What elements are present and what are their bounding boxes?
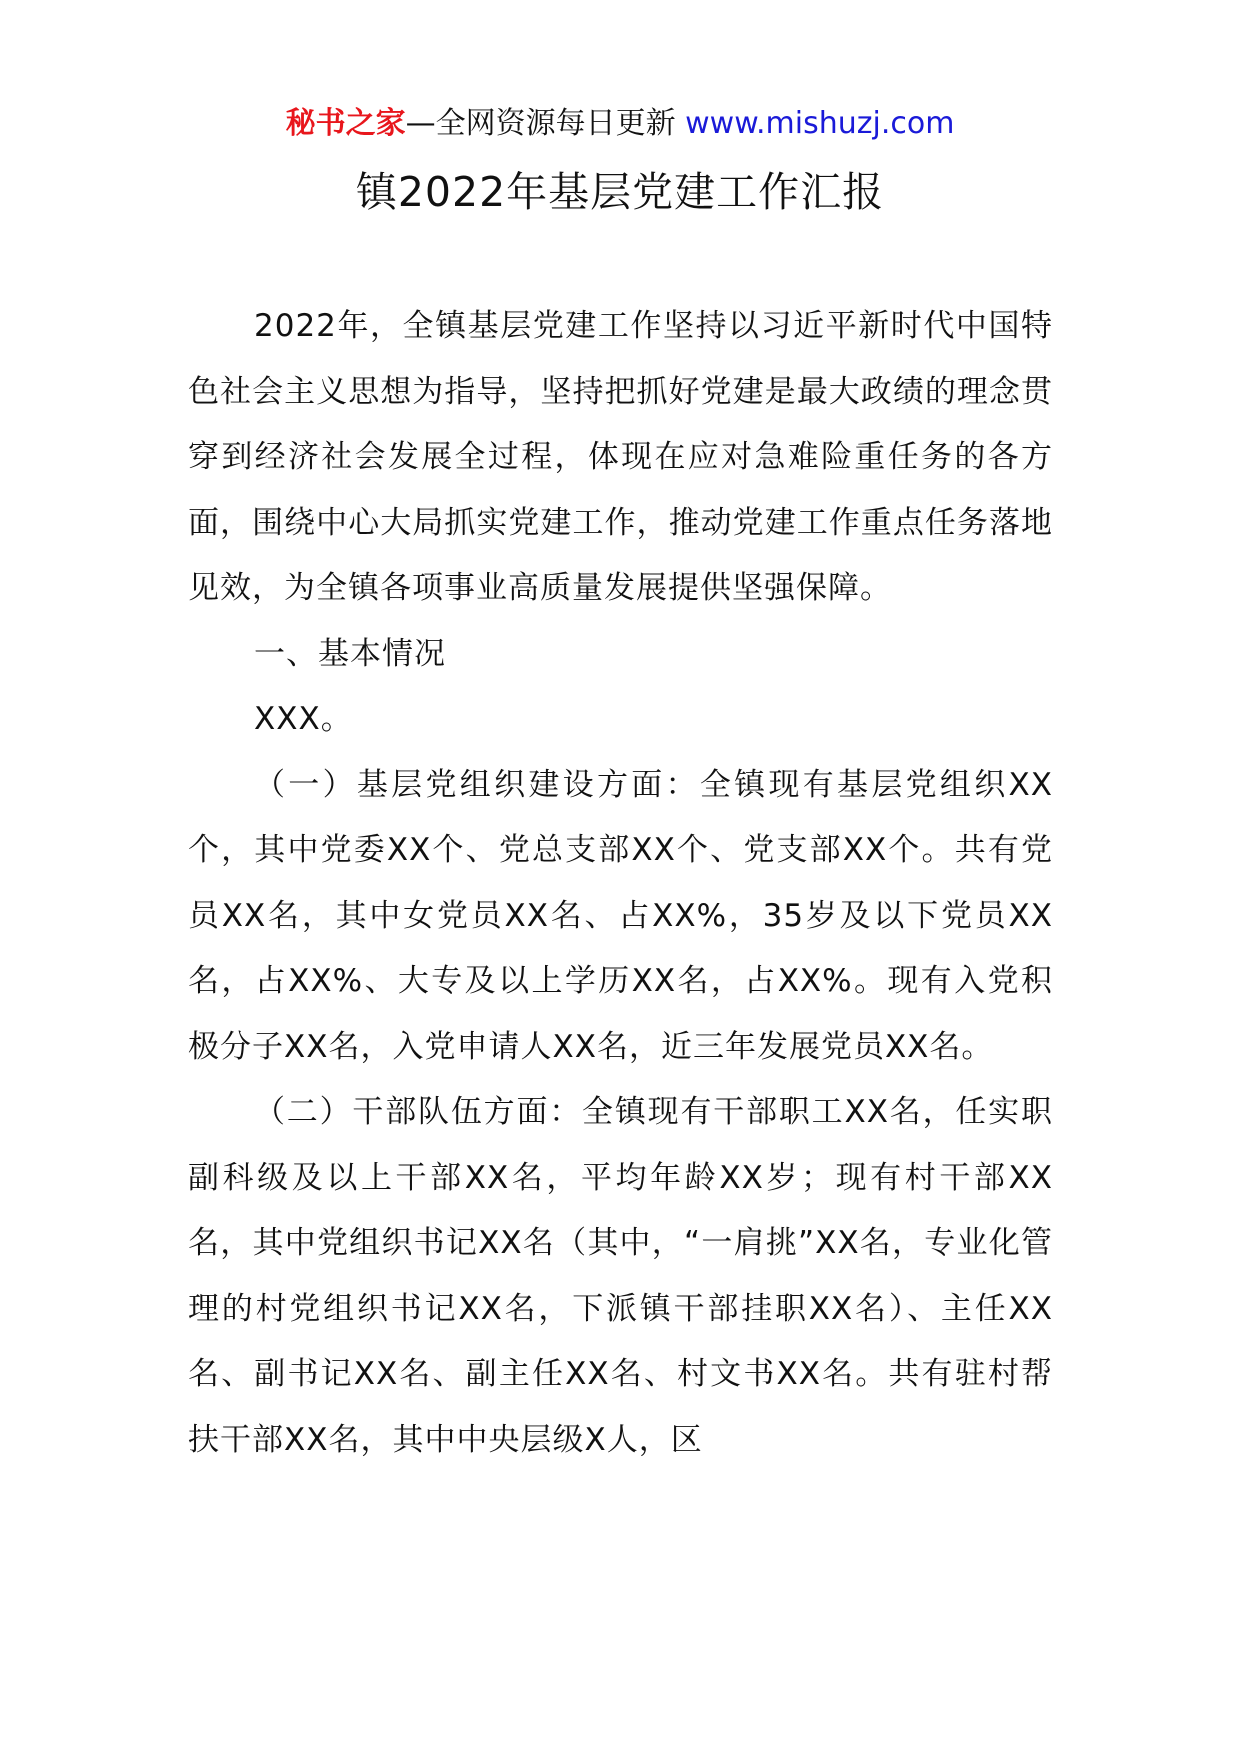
paragraph-placeholder: XXX。 [254,701,353,737]
paragraph-intro: 2022年，全镇基层党建工作坚持以习近平新时代中国特色社会主义思想为指导，坚持把抓好党建是最大政绩的理念贯穿到经济社会发展全过程，体现在应对急难险重任务的各方面，围绕中心大局抓实党建工作，推动党建工作重点任务落地见效，为全镇各项事业高质量发展提供坚强保障。 [188,308,1053,606]
document-title: 镇2022年基层党建工作汇报 [355,168,885,216]
site-url-link[interactable]: www.mishuzj.com [685,106,955,141]
site-brand: 秘书之家 [285,106,406,141]
document-body [188,294,1053,1473]
section-heading-basic-situation: 一、基本情况 [254,635,446,672]
paragraph-party-organization: （一）基层党组织建设方面：全镇现有基层党组织XX个，其中党委XX个、党总支部XX个、党支部XX个。共有党员XX名，其中女党员XX名、占XX%，35岁及以下党员XX名，占XX%、大专及以上学历XX名，占XX%。现有入党积极分子XX名，入党申请人XX名，近三年发展党员XX名。 [188,766,1053,1065]
paragraph-cadre-team: （二）干部队伍方面：全镇现有干部职工XX名，任实职副科级及以上干部XX名，平均年龄XX岁；现有村干部XX名，其中党组织书记XX名（其中，“一肩挑”XX名，专业化管理的村党组织书记XX名，下派镇干部挂职XX名）、主任XX名、副书记XX名、副主任XX名、村文书XX名。共有驻村帮扶干部XX名，其中中央层级X人，区 [188,1094,1053,1458]
site-slogan: —全网资源每日更新 [405,106,676,141]
site-header [0,104,1240,144]
